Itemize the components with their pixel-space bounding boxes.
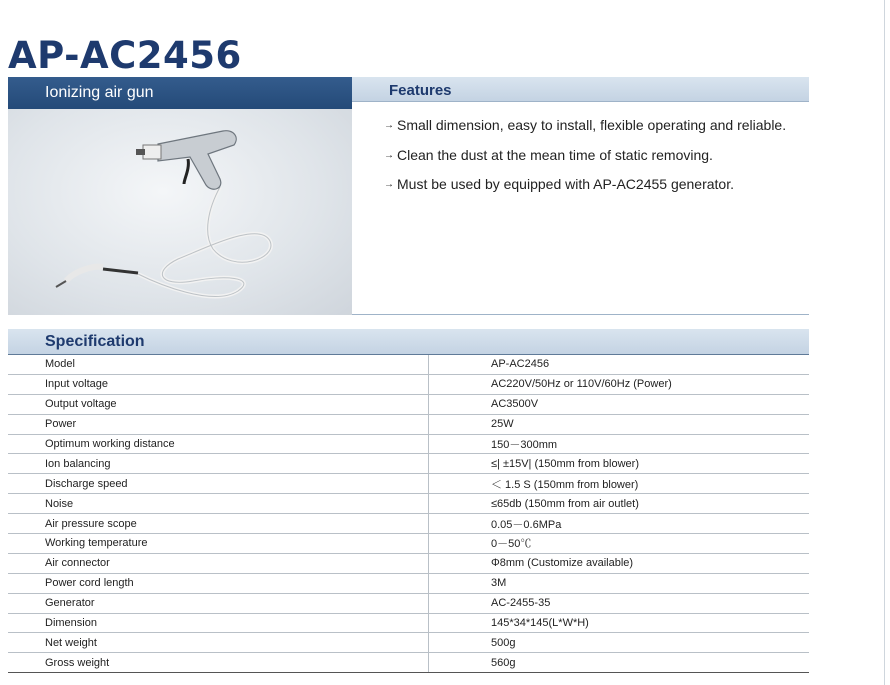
product-subtitle: Ionizing air gun — [45, 84, 154, 101]
table-row — [8, 653, 809, 673]
spec-value: AP-AC2456 — [429, 355, 810, 374]
spec-label: Ion balancing — [8, 454, 429, 474]
spec-label: Generator — [8, 593, 429, 613]
spec-label: Working temperature — [8, 534, 429, 554]
specification-table — [8, 355, 809, 673]
spec-value: 25W — [429, 414, 810, 434]
spec-label: Power — [8, 414, 429, 434]
features-heading: Features — [389, 82, 452, 99]
table-row — [8, 593, 809, 613]
table-row — [8, 494, 809, 514]
spec-label: Gross weight — [8, 653, 429, 673]
table-row — [8, 534, 809, 554]
table-row — [8, 553, 809, 573]
table-row — [8, 573, 809, 593]
product-title: AP-AC2456 — [8, 34, 242, 77]
spec-label: Power cord length — [8, 573, 429, 593]
arrow-right-icon: → — [384, 179, 394, 190]
table-row — [8, 355, 809, 374]
table-row — [8, 414, 809, 434]
table-row — [8, 514, 809, 534]
table-row — [8, 613, 809, 633]
product-photo — [8, 109, 352, 315]
spec-value: 500g — [429, 633, 810, 653]
arrow-right-icon: → — [384, 120, 394, 131]
features-divider — [352, 314, 809, 315]
spec-value: 145*34*145(L*W*H) — [429, 613, 810, 633]
spec-label: Noise — [8, 494, 429, 514]
features-list — [384, 117, 786, 206]
subtitle-band — [8, 77, 352, 110]
spec-label: Dimension — [8, 613, 429, 633]
spec-label: Input voltage — [8, 374, 429, 394]
feature-item: → Small dimension, easy to install, flexible operating and reliable. — [384, 117, 787, 133]
spec-value: ≤65db (150mm from air outlet) — [429, 494, 810, 514]
spec-label: Air connector — [8, 553, 429, 573]
spec-value: 0－50℃ — [429, 534, 810, 554]
spec-value: AC220V/50Hz or 110V/60Hz (Power) — [429, 374, 810, 394]
feature-item: → Must be used by equipped with AP-AC2455 generator. — [384, 176, 734, 192]
spec-label: Model — [8, 355, 429, 374]
arrow-right-icon: → — [384, 149, 394, 161]
page-right-border — [884, 0, 885, 685]
table-row — [8, 633, 809, 653]
spec-label: Optimum working distance — [8, 434, 429, 454]
spec-label: Discharge speed — [8, 474, 429, 494]
table-row — [8, 454, 809, 474]
specification-heading: Specification — [45, 333, 145, 350]
spec-value: AC3500V — [429, 394, 810, 414]
table-row — [8, 374, 809, 394]
spec-value: 150－300mm — [429, 434, 810, 454]
spec-label: Air pressure scope — [8, 514, 429, 534]
spec-label: Net weight — [8, 633, 429, 653]
spec-value: 3M — [429, 573, 810, 593]
spec-value: ＜ 1.5 S (150mm from blower) — [429, 474, 810, 494]
table-row — [8, 474, 809, 494]
spec-value: Φ8mm (Customize available) — [429, 553, 810, 573]
feature-item: → Clean the dust at the mean time of static removing. — [384, 146, 713, 163]
spec-value: ≤| ±15V| (150mm from blower) — [429, 454, 810, 474]
spec-value: AC-2455-35 — [429, 593, 810, 613]
air-gun-illustration — [8, 109, 352, 315]
spec-value: 0.05－0.6MPa — [429, 514, 810, 534]
table-row — [8, 394, 809, 414]
spec-label: Output voltage — [8, 394, 429, 414]
features-band — [352, 77, 809, 102]
specification-band — [8, 329, 809, 355]
table-row — [8, 434, 809, 454]
spec-value: 560g — [429, 653, 810, 673]
